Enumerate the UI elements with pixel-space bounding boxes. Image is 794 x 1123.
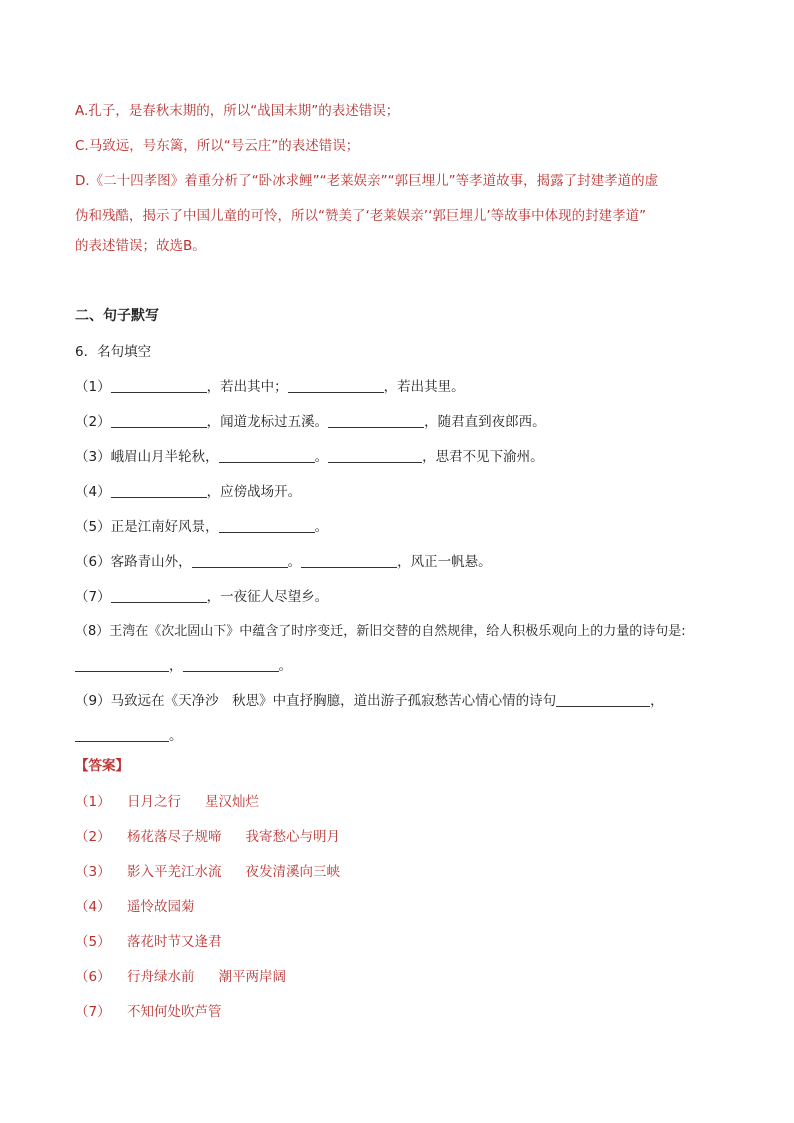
answer-blank [183,657,279,672]
question-item-9: （9）马致远在《天净沙 秋思》中直抒胸臆，道出游子孤寂愁苦心情心情的诗句 ， [75,693,664,709]
explanation-d-line1: D.《二十四孝图》着重分析了“卧冰求鲤”“老莱娱亲”“郭巨埋儿”等孝道故事，揭露了封建孝道的虚 [75,173,659,189]
explanation-d-line2: 伪和残酷，揭示了中国儿童的可怜，所以“赞美了‘老莱娱亲’‘郭巨埋儿’等故事中体现的封建孝道” [75,208,647,224]
answer-row: （4） 遥怜故园菊 [75,899,195,915]
question-item-6: （6）客路青山外， 。 ，风正一帆悬。 [75,554,492,570]
answer-blank [219,518,315,533]
explanation-c: C.马致远，号东篱，所以“号云庄”的表述错误； [75,138,360,154]
answer-blank [192,553,288,568]
question-item-7: （7） ，一夜征人尽望乡。 [75,589,329,605]
answer-blank [111,378,207,393]
answer-row: （6） 行舟绿水前 潮平两岸阔 [75,969,286,985]
answer-blank [111,588,207,603]
answer-blank [75,727,169,742]
question-item-2: （2） ，闻道龙标过五溪。 ，随君直到夜郎西。 [75,414,546,430]
answer-blank [111,413,207,428]
question-item-1: （1） ，若出其中； ，若出其里。 [75,379,465,395]
answer-row: （5） 落花时节又逢君 [75,934,222,950]
question-item-5: （5）正是江南好风景， 。 [75,519,329,535]
answer-blank [75,657,169,672]
answer-blank [219,448,315,463]
answer-blank [301,553,397,568]
answer-row: （2） 杨花落尽子规啼 我寄愁心与明月 [75,829,340,845]
answer-blank [288,378,384,393]
question-item-9-blanks: 。 [75,726,183,746]
question-item-4: （4） ，应傍战场开。 [75,484,302,500]
answer-tag: 【答案】 [75,758,129,774]
answer-blank [328,413,424,428]
answer-blank [111,483,207,498]
answer-blank [556,692,650,707]
section-heading: 二、句子默写 [75,308,159,324]
answer-row: （7） 不知何处吹芦管 [75,1004,222,1020]
answer-row: （3） 影入平羌江水流 夜发清溪向三峡 [75,864,340,880]
question-item-3: （3）峨眉山月半轮秋， 。 ，思君不见下渝州。 [75,449,544,465]
question-item-8: （8）王湾在《次北固山下》中蕴含了时序变迁，新旧交替的自然规律，给人积极乐观向上的力量的诗句是: [75,624,686,639]
question-title: 6．名句填空 [75,344,152,360]
answer-row: （1） 日月之行 星汉灿烂 [75,794,259,810]
question-item-8-blanks: ， 。 [75,656,292,676]
answer-blank [328,448,422,463]
explanation-a: A.孔子，是春秋末期的，所以“战国末期”的表述错误； [75,103,400,119]
explanation-d-line3: 的表述错误；故选B。 [75,238,206,254]
